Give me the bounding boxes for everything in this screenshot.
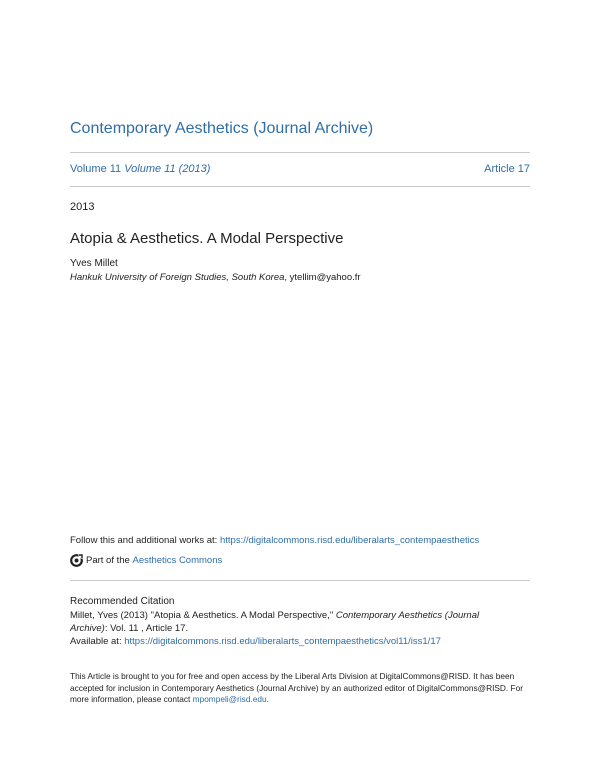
- author-email: , ytellim@yahoo.fr: [284, 272, 361, 283]
- contact-email-link[interactable]: mpompeli@risd.edu: [192, 694, 267, 704]
- part-of-line: [70, 554, 222, 567]
- citation-line-3: [70, 635, 530, 648]
- follow-url-link[interactable]: https://digitalcommons.risd.edu/liberalarts_contempaesthetics: [219, 535, 480, 546]
- digital-commons-network-icon: [70, 554, 83, 567]
- citation-line-2: [70, 622, 530, 635]
- article-number[interactable]: Article 17: [484, 163, 530, 175]
- citation-line-1: [70, 609, 530, 622]
- affiliation-text: Hankuk University of Foreign Studies, South Korea: [70, 272, 285, 283]
- aesthetics-commons-link[interactable]: Aesthetics Commons: [132, 555, 223, 566]
- citation-journal: Contemporary Aesthetics (Journal: [335, 610, 480, 621]
- author-name: Yves Millet: [70, 258, 118, 269]
- volume-year-link[interactable]: Volume 11 (2013): [124, 163, 211, 175]
- follow-line: [70, 535, 479, 546]
- citation-text: Millet, Yves (2013) "Atopia & Aesthetics. A Modal Perspective,": [70, 610, 336, 621]
- divider: [70, 580, 530, 581]
- notice-end: .: [266, 694, 269, 704]
- recommended-citation: [70, 609, 530, 648]
- journal-title[interactable]: Contemporary Aesthetics (Journal Archive): [70, 120, 374, 137]
- volume-link[interactable]: Volume 11: [70, 163, 122, 175]
- publication-year: 2013: [70, 201, 95, 213]
- citation-volume: : Vol. 11 , Article 17.: [104, 623, 189, 634]
- divider: [70, 186, 530, 187]
- article-title: Atopia & Aesthetics. A Modal Perspective: [70, 230, 344, 247]
- author-affiliation: [70, 272, 361, 283]
- follow-text: Follow this and additional works at:: [70, 535, 220, 546]
- recommended-citation-heading: Recommended Citation: [70, 596, 175, 607]
- volume-info: [70, 163, 210, 175]
- divider: [70, 152, 530, 153]
- part-of-text: Part of the: [86, 555, 130, 566]
- article-url-link[interactable]: https://digitalcommons.risd.edu/liberalarts_contempaesthetics/vol11/iss1/17: [124, 636, 441, 647]
- volume-article-line: [70, 163, 530, 175]
- access-notice: [70, 671, 540, 706]
- citation-journal-cont: Archive): [70, 623, 105, 634]
- notice-text: This Article is brought to you for free and open access by the Liberal Arts Division at DigitalCommons@RISD. It has been accepted for inclusion in Contemporary Aesthetics (Journal Archive) by an authorized editor of DigitalCommons@RISD. For more information, please contact: [70, 671, 523, 704]
- available-at-text: Available at:: [70, 636, 125, 647]
